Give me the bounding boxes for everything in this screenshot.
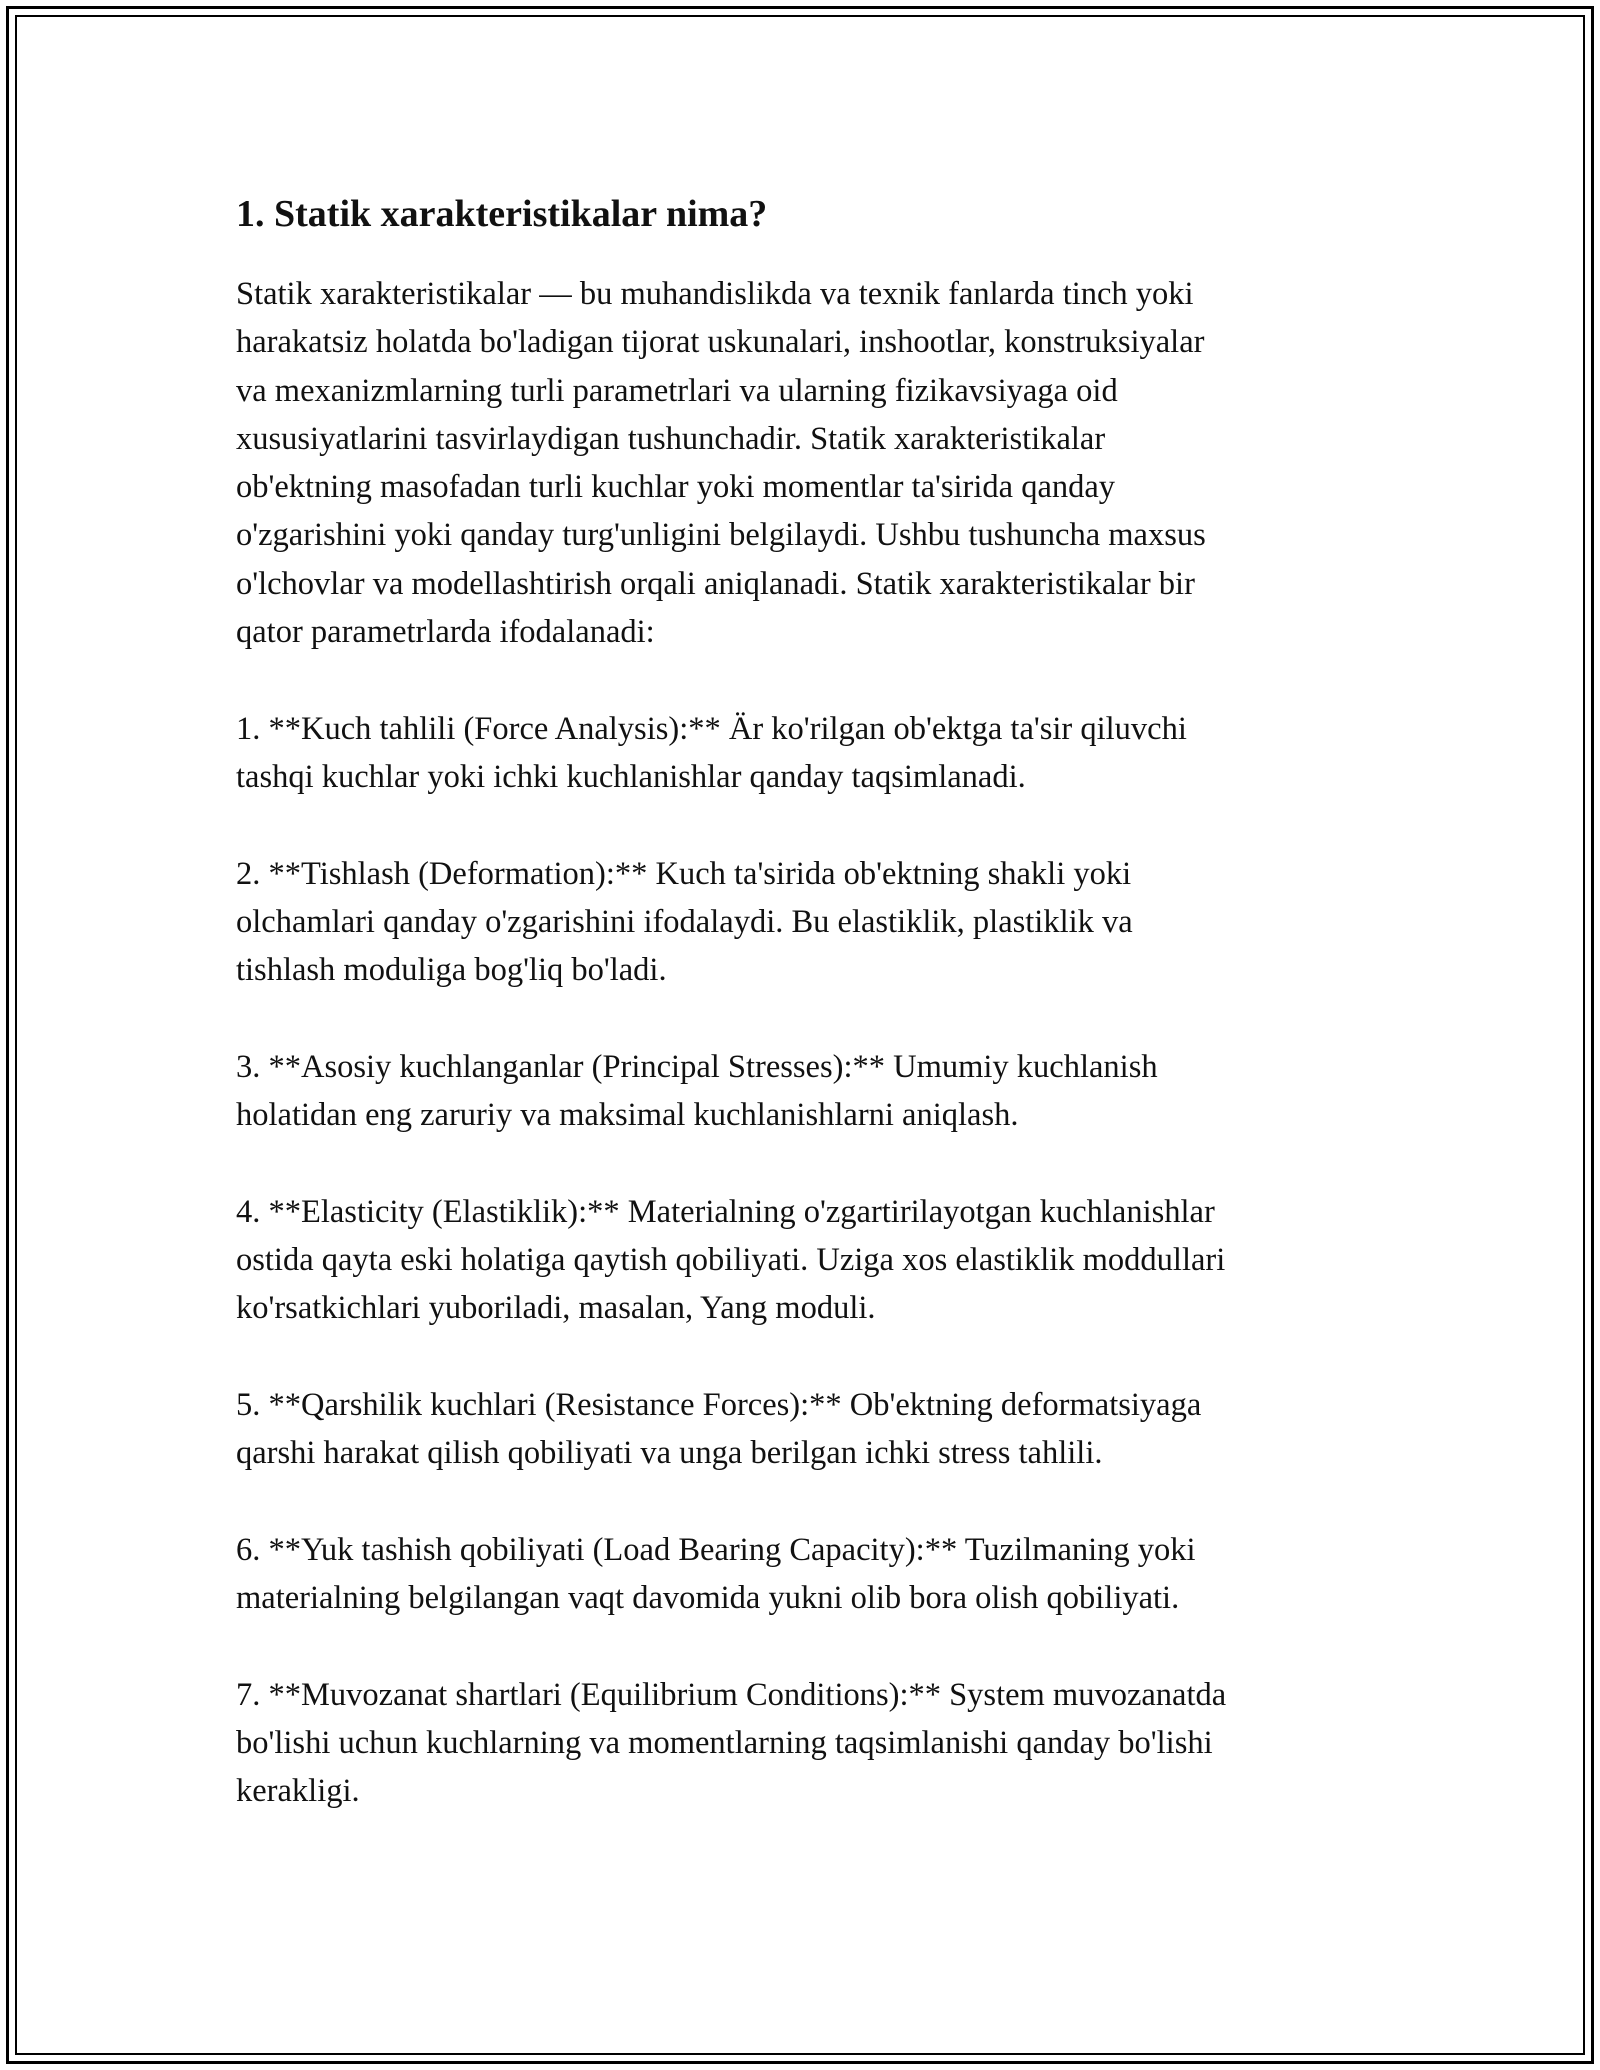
intro-paragraph: Statik xarakteristikalar — bu muhandislikda va texnik fanlarda tinch yoki harakatsiz holatda bo'ladigan tijorat uskunalari, inshootlar, konstruksiyalar va mexanizmlarning turli parametrlari va ularning fizikavsiyaga oid xususiyatlarini tasvirlaydigan tushunchadir. Statik xarakteristikalar ob'ektning masofadan turli kuchlar yoki momentlar ta'sirida qanday o'zgarishini yoki qanday turg'unligini belgilaydi. Ushbu tushuncha maxsus o'lchovlar va modellashtirish orqali aniqlanadi. Statik xarakteristikalar bir qator parametrlarda ifodalanadi: (236, 276, 1206, 651)
list-item-deformation: 2. **Tishlash (Deformation):** Kuch ta'sirida ob'ektning shakli yoki olchamlari qanday o'zgarishini ifodalaydi. Bu elastiklik, plastiklik va tishlash moduliga bog'liq bo'ladi. (236, 855, 1133, 989)
list-item-principal-stresses: 3. **Asosiy kuchlanganlar (Principal Stresses):** Umumiy kuchlanish holatidan eng zaruriy va maksimal kuchlanishlarni aniqlash. (236, 1048, 1158, 1134)
list-item-load-bearing-capacity: 6. **Yuk tashish qobiliyati (Load Bearing Capacity):** Tuzilmaning yoki materialning belgilangan vaqt davomida yukni olib bora olish qobiliyati. (236, 1531, 1196, 1617)
list-item-equilibrium-conditions: 7. **Muvozanat shartlari (Equilibrium Conditions):** System muvozanatda bo'lishi uchun kuchlarning va momentlarning taqsimlanishi qanday bo'lishi kerakligi. (236, 1676, 1227, 1810)
page-title: 1. Statik xarakteristikalar nima? (236, 193, 768, 235)
list-item-force-analysis: 1. **Kuch tahlili (Force Analysis):** Är ko'rilgan ob'ektga ta'sir qiluvchi tashqi kuchlar yoki ichki kuchlanishlar qanday taqsimlanadi. (236, 710, 1187, 795)
list-item-elasticity: 4. **Elasticity (Elastiklik):** Materialning o'zgartirilayotgan kuchlanishlar ostida qayta eski holatiga qaytish qobiliyati. Uziga xos elastiklik moddullari ko'rsatkichlari yuboriladi, masalan, Yang moduli. (236, 1193, 1226, 1327)
list-item-resistance-forces: 5. **Qarshilik kuchlari (Resistance Forces):** Ob'ektning deformatsiyaga qarshi harakat qilish qobiliyati va unga berilgan ichki stress tahlili. (236, 1386, 1202, 1472)
document-body (236, 186, 1386, 1816)
